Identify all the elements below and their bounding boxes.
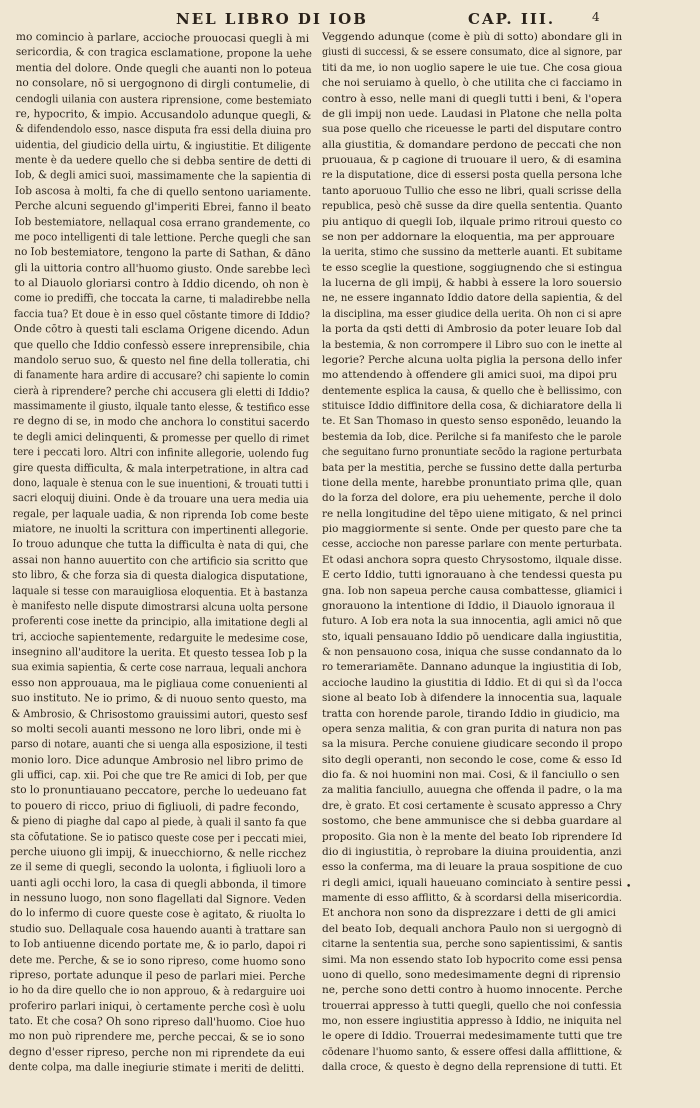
text-line: sta cōfutatione. Se io patisco queste cose per i peccati miei, (10, 830, 307, 845)
text-line: giusti di successi, & se essere consumato, dice al signore, par (322, 46, 622, 59)
text-line: uidentia, del giudicio della uirtu, & ingiustitie. Et diligente (15, 138, 312, 153)
text-line: no Iob bestemiatore, tengono la parte di Sathan, & dāno (14, 246, 311, 261)
text-line: cesse, accioche non paresse parlare con mente perturbata. (322, 538, 622, 551)
text-line: dente colpa, ma dalle inegiurie stimate i meriti de delitti. (8, 1061, 305, 1076)
text-line: proferiro parlari iniqui, ò certamente perche così è uolu (9, 999, 306, 1014)
page-number: 4 (592, 10, 600, 24)
text-line: dalla croce, & questo è degno della reprensione di tutti. Et (322, 1061, 622, 1074)
text-line: stituisce Iddio diffinitore della cosa, & dichiaratore della li (322, 400, 622, 412)
text-line: parso di notare, auanti che si uenga alla esposizione, il testi (10, 738, 308, 753)
text-line: sto lo pronuntiauano peccatore, perche lo uedeuano fat (10, 784, 307, 799)
text-line: tere i peccati loro. Altri con infinite allegorie, uolendo fug (13, 446, 309, 461)
text-line: no consolare, nō si uergognono di dirgli contumelie, di (15, 77, 310, 92)
text-line: suo instituto. Ne io primo, & di nuouo sento questo, ma (11, 692, 307, 707)
text-line: mamente di esso afflitto, & à scordarsi della misericordia. (322, 892, 622, 904)
text-line: laquale si tesse con marauigliosa eloquentia. Et à bastanza (12, 584, 308, 599)
text-line: te. Et San Thomaso in questo senso esponēdo, leuando la (322, 415, 622, 428)
text-line: pruouaua, & p cagione di truouare il uero, & di esamina (322, 154, 622, 166)
text-line: republica, pesò chē susse da dire quella sententia. Quanto (322, 200, 622, 213)
text-line: la lucerna de gli impij, & habbi à essere la loro souersio (322, 277, 622, 289)
text-line: sione al beato Iob à difendere la innocentia sua, laquale (322, 692, 622, 705)
text-line: di fanamente hara ardire di accusare? chi sapiente lo comin (13, 369, 310, 384)
text-line: ze il seme di quegli, secondo la uolonta, i figliuoli loro a (10, 861, 306, 876)
text-line: re degno di se, in modo che anchora lo constitui sacerdo (13, 415, 310, 430)
text-line: come io prediffi, che toccata la carne, ti maladirebbe nella (14, 292, 311, 307)
text-line: la uerita, stimo che sussino da metterle auanti. Et subitame (322, 246, 622, 259)
text-line: miatore, ne inuolti la scrittura con impertinenti allegorie. (12, 522, 309, 538)
left-text-column (9, 30, 312, 1104)
text-line: che noi seruiamo à quello, ò che utilita che ci facciamo in (322, 77, 622, 90)
text-line: sto, iquali pensauano Iddio pō uendicare dalla ingiustitia, (322, 630, 622, 643)
text-line: te degli amici delinquenti, & promesse per quello di rimet (13, 430, 310, 445)
text-line: faccia tua? Et doue è in esso quel cōstante timore di Iddio? (13, 307, 310, 322)
text-line: ro temerariamēte. Dannano adunque la ingiustitia di Iob, (322, 661, 622, 674)
text-line: & pieno di piaghe dal capo al piede, à quali il santo fa que (10, 815, 307, 830)
text-line: & non pensauono cosa, iniqua che susse condannato da lo (322, 646, 622, 658)
text-line: che seguitano furno pronuntiate secōdo la ragione perturbata (322, 446, 622, 459)
text-line: futuro. A Iob era nota la sua innocentia, agli amici nō que (322, 615, 622, 628)
text-line: gna. Iob non sapeua perche causa combattesse, gliamici i (322, 584, 622, 597)
text-line: titi da me, io non uoglio sapere le uie tue. Che cosa gioua (322, 61, 622, 74)
text-line: è manifesto nelle dispute dimostrarsi alcuna uolta persone (11, 599, 308, 614)
text-line: monio loro. Dice adunque Ambrosio nel libro primo de (10, 753, 304, 768)
text-line: dono, laquale è stenua con le sue inuentioni, & trouati tutti i (12, 476, 309, 491)
text-line: contro à esso, nelle mani di quegli tutti i beni, & l'opera (322, 92, 622, 105)
text-line: sostomo, che bene ammunisce che si debba guardare al (322, 815, 622, 828)
text-line: regale, per laquale uadia, & non riprenda Iob come beste (12, 507, 309, 522)
text-line: massimamente il giusto, ilquale tanto elesse, & testifico esse (13, 399, 310, 415)
text-line: dio fa. & noi huomini non mai. Cosi, & il fanciullo o sen (322, 769, 620, 781)
text-line: proferenti cose inette da principio, alla imitatione degli al (11, 615, 308, 630)
text-line: ne, ne essere ingannato Iddio datore della sapientia, & del (322, 292, 622, 305)
text-line: esso la conferma, ma di leuare la praua sospitione de cuo (322, 861, 622, 874)
text-line: degno d'esser ripreso, perche non mi riprendete da eui (8, 1045, 305, 1060)
text-line: sua pose quello che riceuesse le parti del disputare contro (322, 123, 622, 136)
text-line: uanti agli occhi loro, la casa di quegli abbonda, il timore (10, 876, 307, 891)
text-line: proposito. Gia non è la mente del beato Iob riprendere Id (322, 830, 622, 843)
text-line: to al Diauolo gloriarsi contro à Iddio dicendo, oh non è (14, 276, 309, 292)
text-line: za malitia fanciullo, auuegna che offenda il padre, o la ma (322, 784, 622, 797)
text-line: do la forza del dolore, era piu uehemente, perche il dolo (322, 492, 622, 505)
text-line: la disciplina, ma esser giudice della uerita. Oh non ci si apre (322, 307, 622, 320)
margin-dot-mark: • (626, 882, 632, 892)
text-line: accioche laudino la giustitia di Iddio. Et di qui sì da l'occa (322, 676, 622, 689)
text-line: Veggendo adunque (come è più di sotto) abondare gli in (322, 31, 622, 43)
text-line: la porta da qsti detti di Ambrosio da poter leuare Iob dal (322, 323, 622, 336)
text-line: ne, perche sono detti contro à huomo innocente. Perche (322, 984, 622, 997)
text-line: assai non hanno auuertito con che artificio sia scritto que (12, 553, 308, 568)
text-line: uono di quello, sono medesimamente degni di riprensio (322, 968, 621, 981)
page-header (0, 4, 700, 30)
text-line: mo comincio à parlare, accioche prouocasi quegli à mi (15, 30, 310, 46)
text-line: ripreso, portate adunque il peso de parlari miei. Perche (9, 968, 306, 983)
text-line: mo, non essere ingiustitia appresso à Iddio, ne iniquita nel (322, 1015, 622, 1027)
text-line: do lo infermo di cuore queste cose è agitato, & riuolta lo (9, 907, 306, 922)
text-line: Iob bestemiatore, nellaqual cosa errano grandemente, co (14, 215, 311, 230)
text-line: Et odasi anchora sopra questo Chrysostomo, ilquale disse. (322, 553, 622, 566)
text-line: mo non può riprendere me, perche peccai, & se io sono (8, 1030, 305, 1045)
text-line: & difendendolo esso, nasce disputa fra essi della diuina pro (15, 123, 312, 138)
text-line: tratta con horende parole, tirando Iddio in giudicio, ma (322, 707, 620, 720)
text-line: bestemia da Iob, dice. Perilche si fa manifesto che le parole (322, 430, 622, 443)
text-line: sacri eloquij diuini. Onde è da trouare una uera media uia (12, 492, 309, 507)
text-line: sito degli operanti, non secondo le cose, come & esso Id (322, 753, 622, 766)
text-line: insegnino all'auditore la uerita. Et questo tessea Iob p la (11, 645, 308, 661)
text-line: cierà à riprendere? perche chi accusera gli eletti di Iddio? (13, 384, 310, 399)
text-line: mandolo seruo suo, & questo nel fine della tolleratia, chi (13, 353, 310, 368)
text-line: re nella longitudine del tēpo uiene mitigato, & nel princi (322, 507, 622, 520)
text-line: perche uiuono gli impij, & inuecchiorno, & nelle ricchez (10, 845, 307, 860)
text-line: Perche alcuni seguendo gl'imperiti Ebrei, fanno il beato (14, 200, 311, 215)
text-line: io ho da dire quello che io non approuo, & à redarguire uoi (9, 984, 306, 999)
text-line: la bestemia, & non corrompere il Libro suo con le inette al (322, 338, 622, 351)
text-line: mentia del dolore. Onde quegli che auanti non lo poteua (15, 61, 312, 76)
text-line: dete me. Perche, & se io sono ripreso, come huomo sono (9, 953, 306, 968)
text-line: gli la uittoria contro all'huomo giusto. Onde sarebbe lecì (14, 261, 311, 276)
text-line: Onde cōtro à questi tali esclama Origene dicendo. Adun (13, 323, 310, 338)
text-line: del beato Iob, dequali anchora Paulo non si uergognò di (322, 922, 622, 935)
text-line: dentemente esplica la causa, & quello che è bellissimo, con (322, 384, 622, 397)
text-line: piu antiquo di quegli Iob, ilquale primo ritroui questo co (322, 215, 622, 228)
text-line: sto libro, & che forza sia di questa dialogica disputatione, (12, 569, 308, 584)
text-line: citarne la sententia sua, perche sono sapientissimi, & santis (322, 938, 622, 951)
text-line: cōdenare l'huomo santo, & essere offesi dalla afflittione, & (322, 1045, 622, 1058)
text-line: dre, è grato. Et cosi certamente è scusato appresso a Chry (322, 799, 622, 812)
text-line: studio suo. Dellaquale cosa hauendo auanti à trattare san (9, 922, 306, 937)
text-line: opera senza malitia, & con gran purita di natura non pas (322, 722, 622, 735)
text-line: Et anchora non sono da disprezzare i detti de gli amici (322, 907, 617, 920)
text-line: simi. Ma non essendo stato Iob hypocrito come essi pensa (322, 953, 622, 966)
text-line: cendogli uilania con austera riprensione, come bestemiato (15, 92, 312, 107)
text-line: se non per addornare la eloquentia, ma per approuare (322, 230, 615, 243)
text-line: E certo Iddio, tutti ignorauano à che tendessi questa pu (322, 569, 622, 582)
text-line: tanto aporuouo Tullio che esso ne libri, quali scrisse della (322, 184, 622, 197)
text-line: le opere di Iddio. Trouerrai medesimamente tutti que tre (322, 1030, 622, 1043)
text-line: sericordia, & con tragica esclamatione, propone la uehe (15, 46, 312, 61)
chapter-heading: CAP. III. (468, 10, 556, 28)
text-line: te esso sceglie la questione, soggiugnendo che si estingua (322, 261, 622, 274)
text-line: in nessuno luogo, non sono flagellati dal Signore. Veden (9, 891, 307, 907)
text-line: mo attendendo à offendere gli amici suoi, ma dipoi pru (322, 369, 618, 382)
text-line: Io trouo adunque che tutta la difficulta è nata di qui, che (12, 538, 309, 553)
text-line: gire questa difficulta, & mala interpetratione, in altra cad (12, 461, 309, 476)
text-line: to pouero di ricco, priuo di figliuoli, di padre fecondo, (10, 799, 300, 814)
text-line: sa la misura. Perche conuiene giudicare secondo il propo (322, 738, 622, 751)
text-line: esso non approuaua, ma le pigliaua come conuenienti al (11, 676, 308, 691)
text-line: gli uffici, cap. xii. Poi che que tre Re amici di Iob, per que (10, 768, 308, 784)
text-line: & Ambrosio, & Chrisostomo grauissimi autori, questo sesf (11, 707, 308, 722)
running-title: NEL LIBRO DI IOB (176, 10, 368, 28)
text-line: tato. Et che cosa? Oh sono ripreso dall'huomo. Cioe huo (9, 1014, 306, 1030)
text-line: ri degli amici, iquali haueuano cominciato à sentire pessi (322, 876, 622, 889)
text-line: Iob, & degli amici suoi, massimamente che la sapientia di (14, 169, 312, 184)
text-line: so molti secoli auanti messono ne loro libri, onde mi è (11, 722, 302, 737)
text-line: re, hypocrito, & impio. Accusandolo adunque quegli, & (15, 107, 312, 122)
text-line: trouerrai appresso à tutti quegli, quello che noi confessia (322, 999, 622, 1012)
text-line: tione della mente, harebbe pronuntiato prima qlle, quan (322, 476, 622, 489)
text-line: mente è da uedere quello che si debba sentire de detti di (15, 153, 312, 169)
text-line: de gli impij non uede. Laudasi in Platone che nella polta (322, 107, 622, 120)
text-line: bata per la mestitia, perche se fussino dette dalla perturba (322, 461, 622, 474)
text-line: to Iob antiuenne dicendo portate me, & io parlo, dapoi ri (9, 938, 307, 953)
text-line: re la disputatione, dice di essersi posta quella persona lche (322, 169, 622, 182)
text-line: legorie? Perche alcuna uolta piglia la persona dello infer (322, 353, 622, 366)
text-line: pio maggiormente si sente. Onde per questo pare che ta (322, 523, 622, 535)
text-line: que quello che Iddio confessò essere inreprensibile, chia (13, 338, 311, 353)
text-line: tri, accioche sapientemente, redarguite le medesime cose, (11, 630, 309, 645)
right-text-column (322, 30, 622, 1102)
text-line: gnorauono la intentione di Iddio, il Diauolo ignoraua il (322, 599, 615, 612)
text-line: alla giustitia, & domandare perdono de peccati che non (322, 138, 622, 151)
text-line: Iob ascosa à molti, fa che di quello sentono uariamente. (14, 184, 312, 199)
text-line: sua eximia sapientia, & certe cose narraua, lequali anchora (11, 661, 308, 676)
text-line: me poco intelligenti di tale lettione. Perche quegli che san (14, 230, 311, 245)
text-line: dio di ingiustitia, ò reprobare la diuina prouidentia, anzi (322, 845, 622, 858)
